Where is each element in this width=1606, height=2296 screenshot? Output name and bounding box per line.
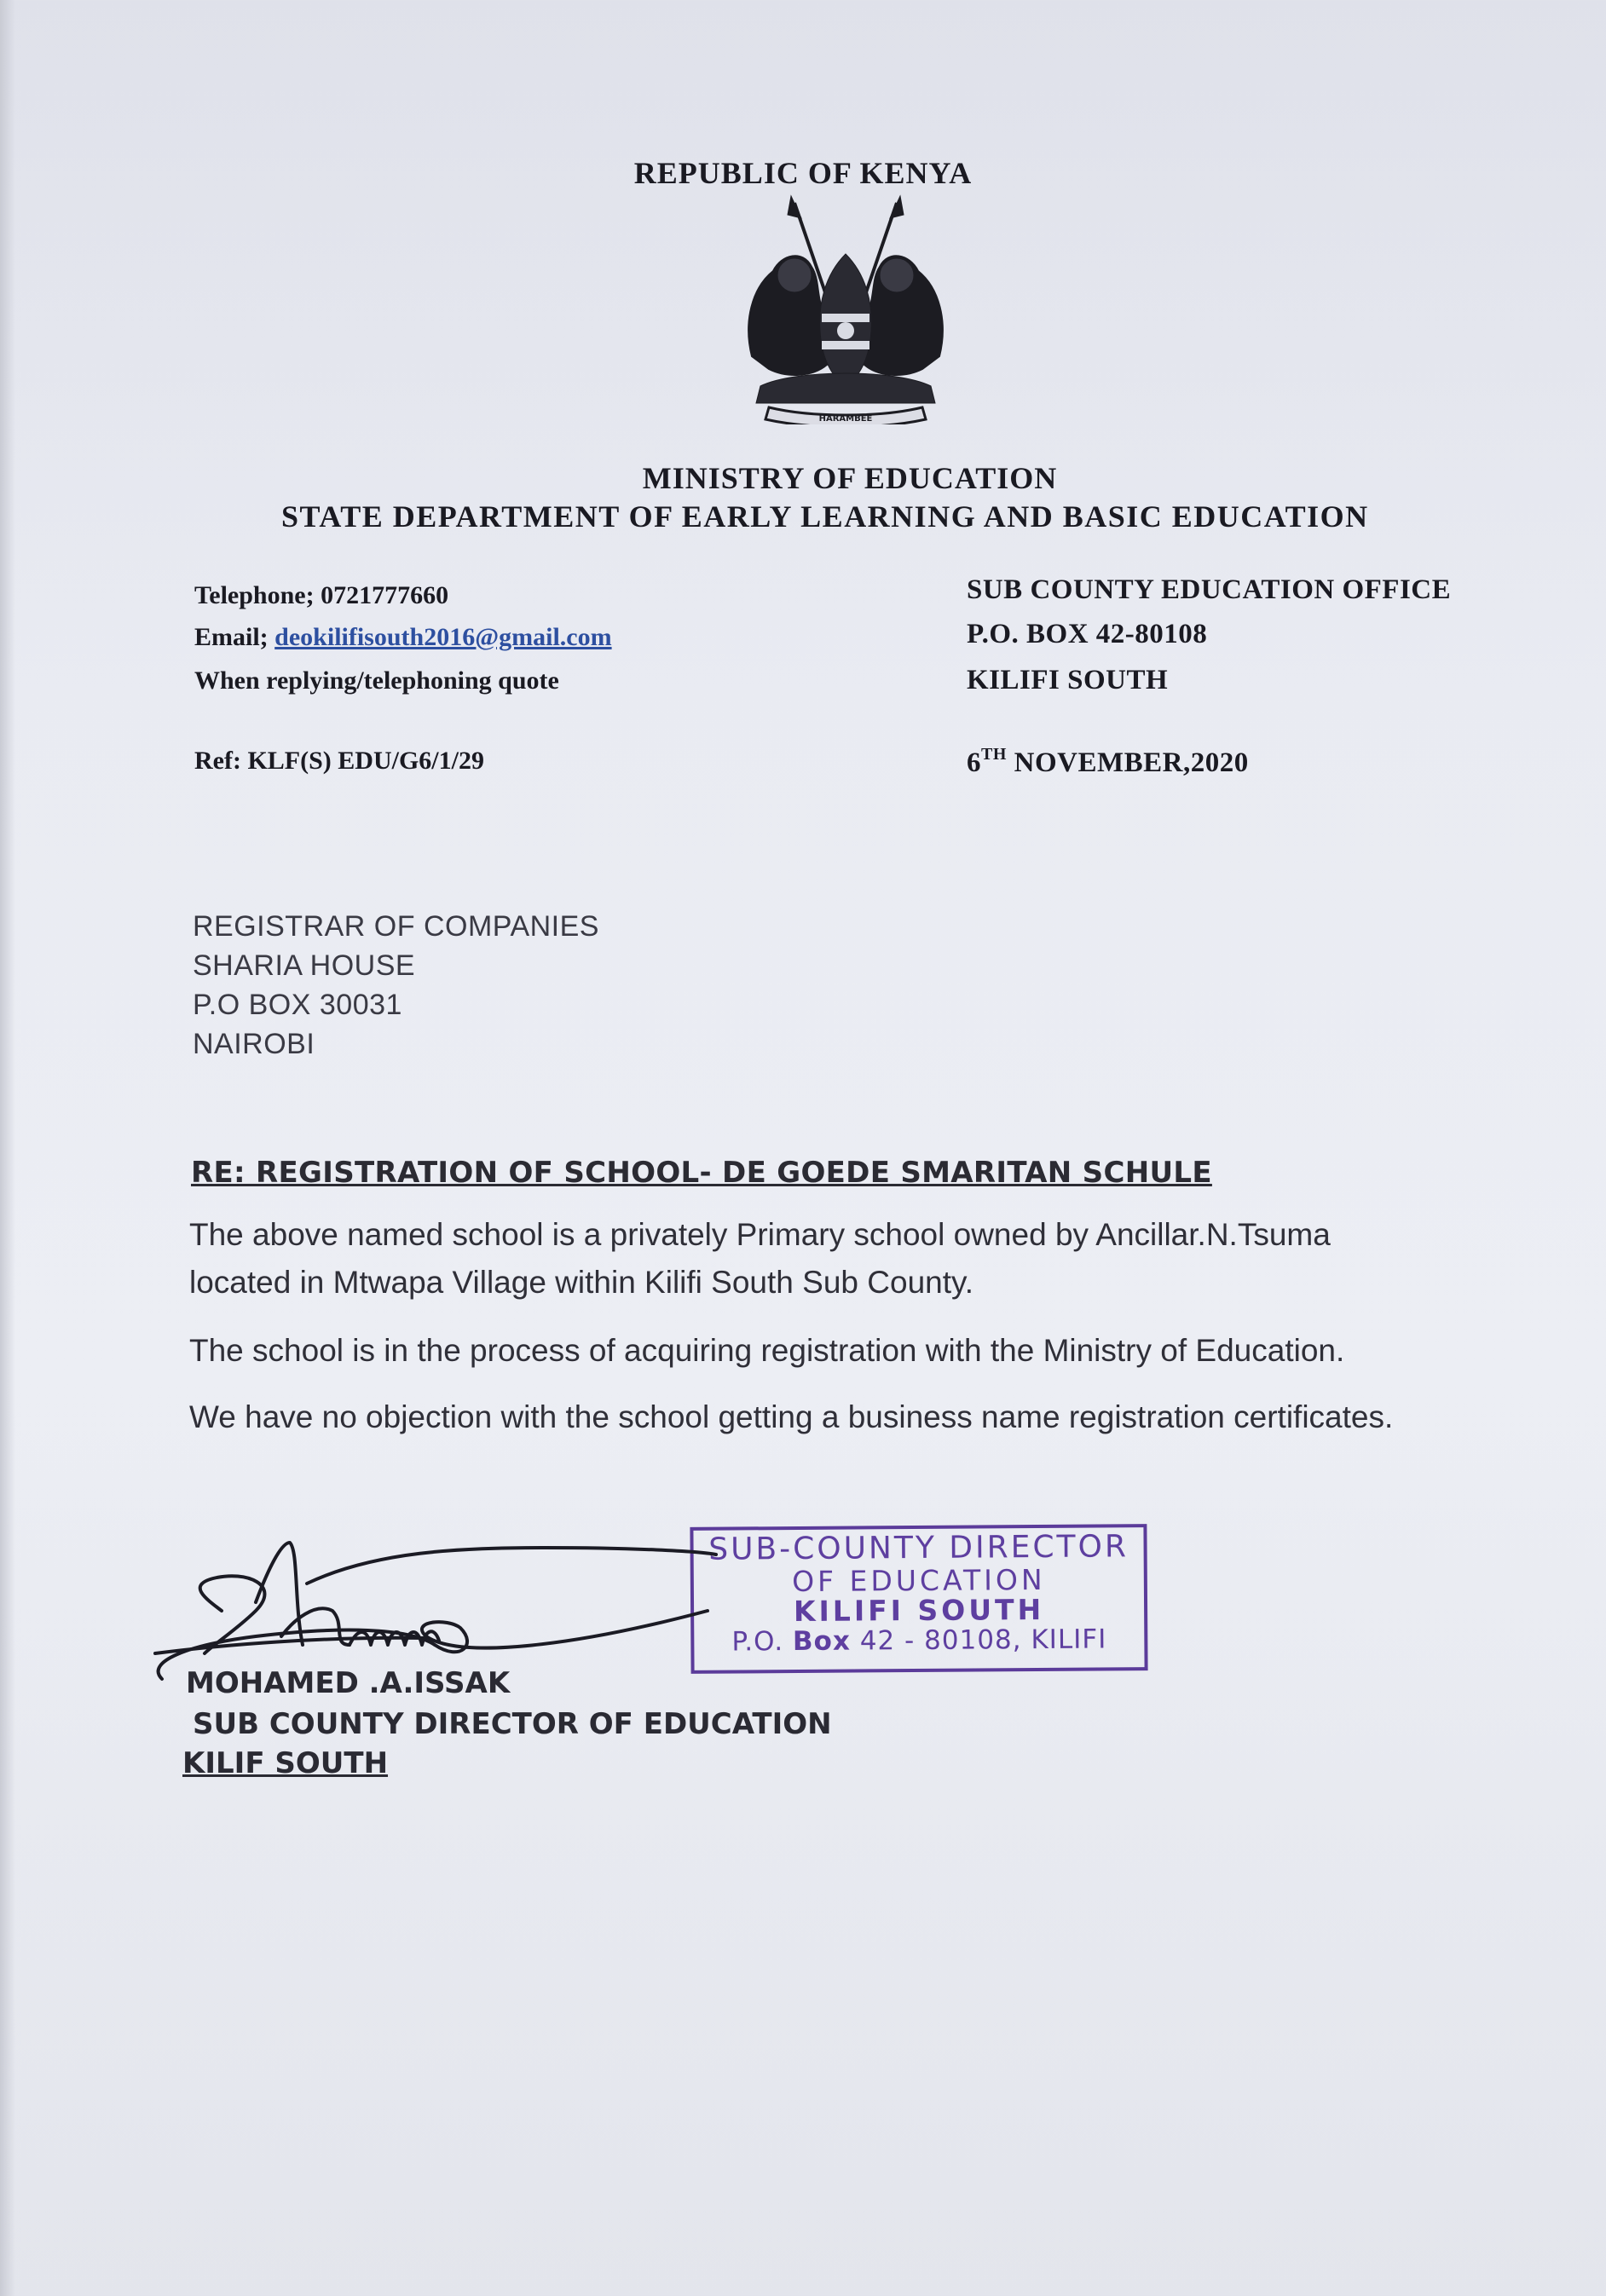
signatory-name: MOHAMED .A.ISSAK: [186, 1666, 511, 1700]
country-heading: REPUBLIC OF KENYA: [633, 156, 973, 190]
email-label: Email;: [194, 623, 275, 651]
signature-icon: [153, 1517, 869, 1687]
paragraph-1-line-2: located in Mtwapa Village within Kilifi South Sub County.: [189, 1265, 974, 1300]
stamp-box: Box: [792, 1625, 852, 1658]
stamp-po: P.O.: [731, 1626, 794, 1658]
date-rest: NOVEMBER,2020: [1006, 747, 1249, 778]
department-heading: STATE DEPARTMENT OF EARLY LEARNING AND BASIC EDUCATION: [281, 499, 1369, 534]
signatory-title: SUB COUNTY DIRECTOR OF EDUCATION: [193, 1707, 832, 1741]
ministry-heading: MINISTRY OF EDUCATION: [642, 461, 1058, 495]
subject-line: RE: REGISTRATION OF SCHOOL- DE GOEDE SMARITAN SCHULE: [191, 1156, 1212, 1190]
letter-date: [967, 745, 1249, 779]
quote-note: When replying/telephoning quote: [194, 666, 559, 695]
office-town: KILIFI SOUTH: [967, 665, 1169, 695]
office-name: SUB COUNTY EDUCATION OFFICE: [967, 574, 1452, 605]
reference-number: Ref: KLF(S) EDU/G6/1/29: [194, 747, 484, 775]
stamp-address: 42 - 80108, KILIFI: [850, 1624, 1107, 1657]
recipient-line-3: P.O BOX 30031: [193, 989, 402, 1021]
paragraph-2: The school is in the process of acquiring registration with the Ministry of Education.: [189, 1333, 1345, 1368]
stamp-line-1: SUB-COUNTY DIRECTOR: [708, 1529, 1129, 1567]
recipient-line-1: REGISTRAR OF COMPANIES: [193, 910, 599, 943]
recipient-line-4: NAIROBI: [193, 1028, 315, 1060]
email-line: [194, 623, 612, 652]
telephone-line: Telephone; 0721777660: [194, 581, 449, 609]
date-day: 6: [967, 747, 981, 778]
office-box: P.O. BOX 42-80108: [967, 619, 1208, 649]
paper-edge: [0, 0, 15, 2296]
paragraph-3: We have no objection with the school getting a business name registration certificates.: [189, 1399, 1394, 1434]
motto-text: HARAMBEE: [818, 414, 873, 424]
recipient-line-2: SHARIA HOUSE: [193, 949, 416, 982]
email-link[interactable]: deokilifisouth2016@gmail.com: [274, 623, 612, 651]
stamp-line-3: KILIFI SOUTH: [793, 1592, 1045, 1629]
signatory-place: KILIF SOUTH: [182, 1746, 389, 1780]
date-suffix: TH: [981, 745, 1007, 764]
paragraph-1-line-1: The above named school is a privately Primary school owned by Ancillar.N.Tsuma: [189, 1217, 1331, 1252]
coat-of-arms-icon: [735, 194, 956, 424]
stamp-line-2: OF EDUCATION: [791, 1562, 1046, 1599]
